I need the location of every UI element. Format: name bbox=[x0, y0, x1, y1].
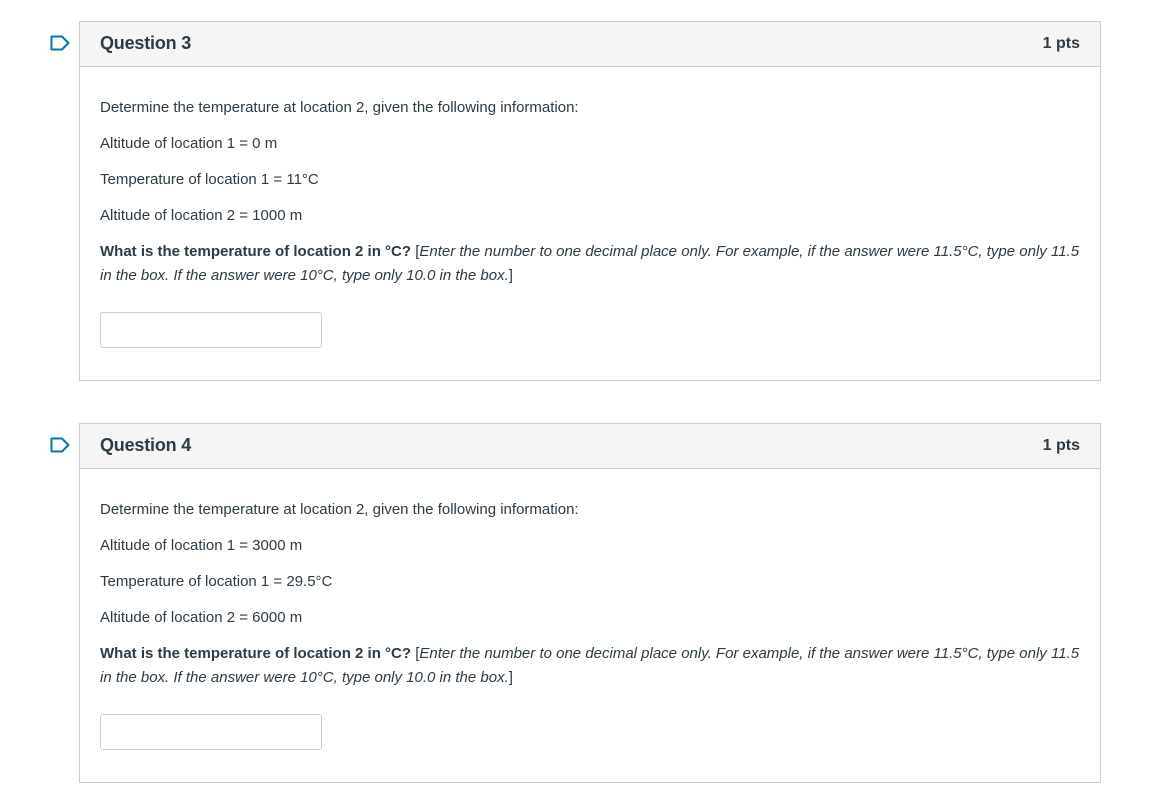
question-points: 1 pts bbox=[1042, 35, 1080, 52]
prompt-bracket-close: ] bbox=[508, 669, 513, 686]
question-fact: Altitude of location 1 = 3000 m bbox=[100, 537, 303, 554]
question-fact: Altitude of location 2 = 6000 m bbox=[100, 609, 303, 626]
question-prompt-instructions: Enter the number to one decimal place only. For example, if the answer were 11.5°C, type only 11.5 in the box. If the answer were 10°C, type only 10.0 in the box. bbox=[100, 645, 1080, 686]
flag-question-icon[interactable] bbox=[50, 437, 70, 453]
prompt-bracket-open: [ bbox=[411, 243, 420, 260]
question-title: Question 4 bbox=[100, 435, 192, 455]
question-header bbox=[80, 424, 1100, 469]
answer-input[interactable] bbox=[100, 714, 322, 750]
question-fact: Altitude of location 1 = 0 m bbox=[100, 135, 278, 152]
question-card bbox=[79, 423, 1101, 783]
question-points: 1 pts bbox=[1042, 437, 1080, 454]
question-intro: Determine the temperature at location 2, given the following information: bbox=[100, 99, 579, 116]
question-prompt bbox=[100, 642, 1085, 690]
question-intro: Determine the temperature at location 2, given the following information: bbox=[100, 501, 579, 518]
question-fact: Temperature of location 1 = 11°C bbox=[100, 171, 319, 188]
question-prompt-bold: What is the temperature of location 2 in °C? bbox=[100, 243, 412, 260]
question-card bbox=[79, 21, 1101, 381]
question-prompt bbox=[100, 240, 1085, 288]
flag-question-icon[interactable] bbox=[50, 35, 70, 51]
question-fact: Temperature of location 1 = 29.5°C bbox=[100, 573, 333, 590]
question-prompt-bold: What is the temperature of location 2 in °C? bbox=[100, 645, 412, 662]
prompt-bracket-open: [ bbox=[411, 645, 420, 662]
prompt-bracket-close: ] bbox=[508, 267, 513, 284]
answer-input[interactable] bbox=[100, 312, 322, 348]
question-title: Question 3 bbox=[100, 33, 192, 53]
question-fact: Altitude of location 2 = 1000 m bbox=[100, 207, 303, 224]
question-prompt-instructions: Enter the number to one decimal place only. For example, if the answer were 11.5°C, type only 11.5 in the box. If the answer were 10°C, type only 10.0 in the box. bbox=[100, 243, 1080, 284]
question-header bbox=[80, 22, 1100, 67]
